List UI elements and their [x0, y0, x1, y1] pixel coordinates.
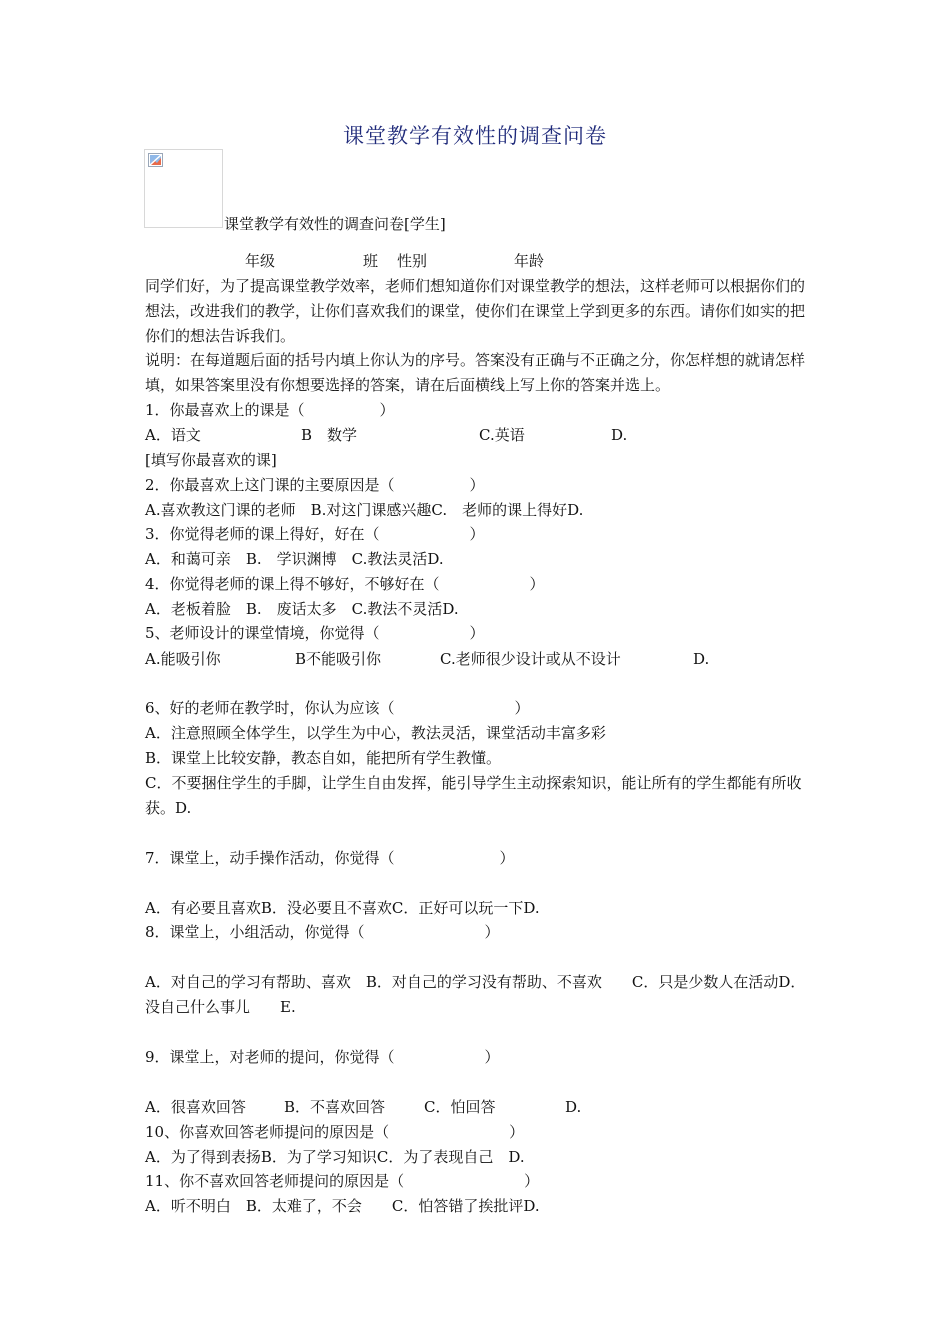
- q6-option-c: C．不要捆住学生的手脚，让学生自由发挥，能引导学生主动探索知识，能让所有的学生都能有所收获。D.: [145, 774, 802, 817]
- survey-subtitle: 课堂教学有效性的调查问卷[学生]: [224, 215, 446, 233]
- gender-label: 性别: [397, 252, 428, 270]
- q6-option-b: B．课堂上比较安静，教态自如，能把所有学生教懂。: [145, 749, 502, 767]
- question-1: 1．你最喜欢上的课是（ ）: [145, 401, 395, 419]
- q1-option-c: C.英语: [479, 426, 525, 444]
- q5-option-c: C.老师很少设计或从不设计: [440, 650, 621, 668]
- question-1-note: [填写你最喜欢的课]: [145, 451, 277, 469]
- q5-option-d: D.: [693, 650, 710, 668]
- broken-image-icon: [148, 153, 163, 167]
- question-8: 8．课堂上，小组活动，你觉得（ ）: [145, 923, 500, 941]
- q1-option-d: D.: [611, 426, 628, 444]
- question-5: 5、老师设计的课堂情境，你觉得（ ）: [145, 624, 485, 642]
- question-9-options: [145, 1095, 795, 1120]
- question-6: 6、好的老师在教学时，你认为应该（ ）: [145, 699, 530, 717]
- document-title: 课堂教学有效性的调查问卷: [343, 124, 607, 148]
- q9-option-d: D.: [565, 1098, 582, 1116]
- question-2-options: A.喜欢教这门课的老师 B.对这门课感兴趣C. 老师的课上得好D.: [145, 501, 584, 519]
- q5-option-a: A.能吸引你: [145, 650, 221, 668]
- q1-option-b: B 数学: [301, 426, 358, 444]
- student-info-row: [145, 249, 795, 274]
- question-3: 3．你觉得老师的课上得好，好在（ ）: [145, 525, 485, 543]
- q9-option-c: C．怕回答: [424, 1098, 496, 1116]
- question-9: 9．课堂上，对老师的提问，你觉得（ ）: [145, 1048, 500, 1066]
- q9-option-b: B．不喜欢回答: [284, 1098, 386, 1116]
- class-label: 班: [363, 252, 379, 270]
- q6-option-a: A．注意照顾全体学生，以学生为中心，教法灵活，课堂活动丰富多彩: [145, 724, 606, 742]
- question-1-options: [145, 423, 795, 448]
- question-8-options: A．对自己的学习有帮助、喜欢 B．对自己的学习没有帮助、不喜欢 C．只是少数人在活动D．没自己什么事儿 E.: [145, 973, 806, 1016]
- question-7-options: A．有必要且喜欢B．没必要且不喜欢C．正好可以玩一下D.: [145, 899, 540, 917]
- question-4-options: A．老板着脸 B. 废话太多 C.教法不灵活D.: [145, 600, 459, 618]
- question-11-options: A．听不明白 B．太难了，不会 C．怕答错了挨批评D.: [145, 1197, 540, 1215]
- question-2: 2．你最喜欢上这门课的主要原因是（ ）: [145, 476, 485, 494]
- q1-option-a: A．语文: [145, 426, 201, 444]
- question-7: 7．课堂上，动手操作活动，你觉得（ ）: [145, 849, 515, 867]
- question-10-options: A．为了得到表扬B．为了学习知识C．为了表现自己 D.: [145, 1148, 525, 1166]
- intro-paragraph: 同学们好，为了提高课堂教学效率，老师们想知道你们对课堂教学的想法，这样老师可以根据你们的想法，改进我们的教学，让你们喜欢我们的课堂，使你们在课堂上学到更多的东西。请你们如实的把你们的想法告诉我们。: [145, 277, 806, 345]
- question-3-options: A．和蔼可亲 B. 学识渊博 C.教法灵活D.: [145, 550, 444, 568]
- age-label: 年龄: [514, 252, 545, 270]
- q9-option-a: A．很喜欢回答: [145, 1098, 246, 1116]
- question-4: 4．你觉得老师的课上得不够好，不够好在（ ）: [145, 575, 545, 593]
- question-11: 11、你不喜欢回答老师提问的原因是（ ）: [145, 1172, 540, 1190]
- instructions-paragraph: 说明：在每道题后面的括号内填上你认为的序号。答案没有正确与不正确之分，你怎样想的就请怎样填，如果答案里没有你想要选择的答案，请在后面横线上写上你的答案并选上。: [145, 351, 806, 394]
- q5-option-b: B不能吸引你: [295, 650, 382, 668]
- question-10: 10、你喜欢回答老师提问的原因是（ ）: [145, 1123, 525, 1141]
- broken-image-placeholder: [144, 149, 223, 228]
- grade-label: 年级: [245, 252, 276, 270]
- question-5-options: [145, 647, 795, 672]
